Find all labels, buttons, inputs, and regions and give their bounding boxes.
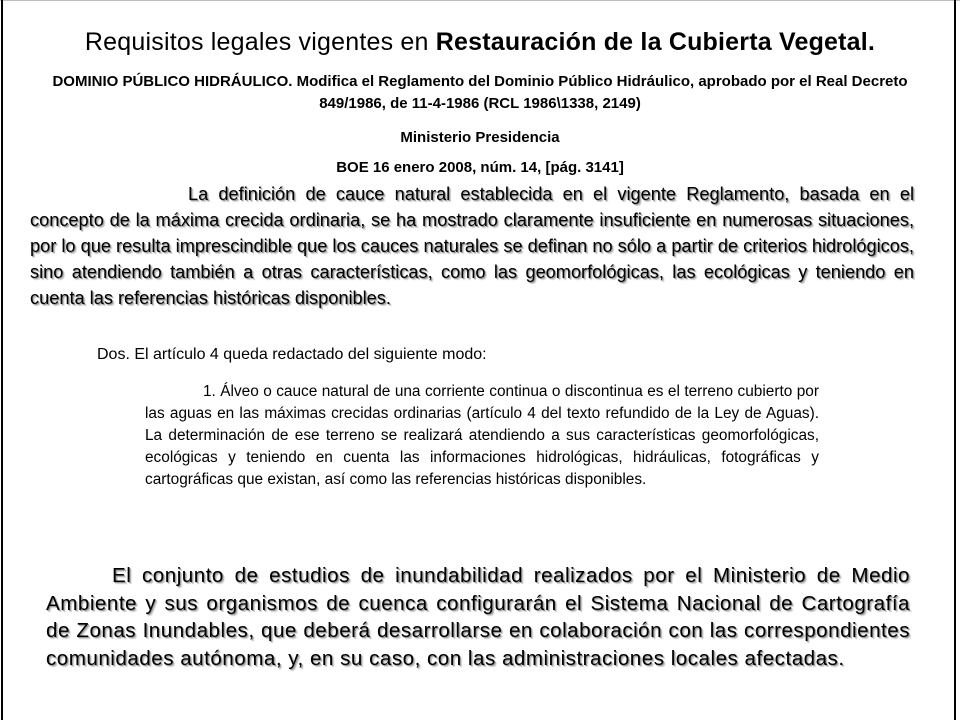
body-paragraph-1: La definición de cauce natural establecida en el vigente Reglamento, basada en el concepto de la máxima crecida ordinaria, se ha mostrado claramente insuficiente en numerosas situaciones, por lo que resulta imprescindible que los cauces naturales se definan no sólo a partir de criterios hidrológicos, sino atendiendo también a otras características, como las geomorfológicas, las ecológicas y teniendo en cuenta las referencias históricas disponibles.: [30, 184, 914, 308]
left-border: [1, 0, 3, 720]
title-prefix: Requisitos legales vigentes en: [84, 28, 436, 56]
top-border: [0, 0, 960, 1]
amendment-intro: Dos. El artículo 4 queda redactado del siguiente modo:: [97, 346, 487, 363]
regulation-ministry: Ministerio Presidencia: [400, 129, 560, 146]
title-emphasis: Restauración de la Cubierta Vegetal.: [435, 28, 876, 56]
regulation-reference: DOMINIO PÚBLICO HIDRÁULICO. Modifica el Reglamento del Dominio Público Hidráulico, aprobado por el Real Decreto 849/1986, de 11-4-1986 (RCL 1986\1338, 2149): [52, 73, 908, 112]
amendment-quote: 1. Álveo o cauce natural de una corriente continua o discontinua es el terreno cubierto por las aguas en las máximas crecidas ordinarias (artículo 4 del texto refundido de la Ley de Aguas). La determinación de ese terreno se realizará atendiendo a sus características geomorfológicas, ecológicas y teniendo en cuenta las informaciones hidrológicas, hidráulicas, fotográficas y cartográficas que existan, así como las referencias históricas disponibles.: [145, 383, 819, 488]
right-border: [954, 0, 956, 720]
body-paragraph-2: El conjunto de estudios de inundabilidad realizados por el Ministerio de Medio Ambiente y sus organismos de cuenca configurarán el Sistema Nacional de Cartografía de Zonas Inundables, que deberá desarrollarse en colaboración con las correspondientes comunidades autónoma, y, en su caso, con las administraciones locales afectadas.: [46, 564, 910, 670]
slide-title: [30, 28, 930, 57]
regulation-publication: BOE 16 enero 2008, núm. 14, [pág. 3141]: [336, 159, 624, 176]
